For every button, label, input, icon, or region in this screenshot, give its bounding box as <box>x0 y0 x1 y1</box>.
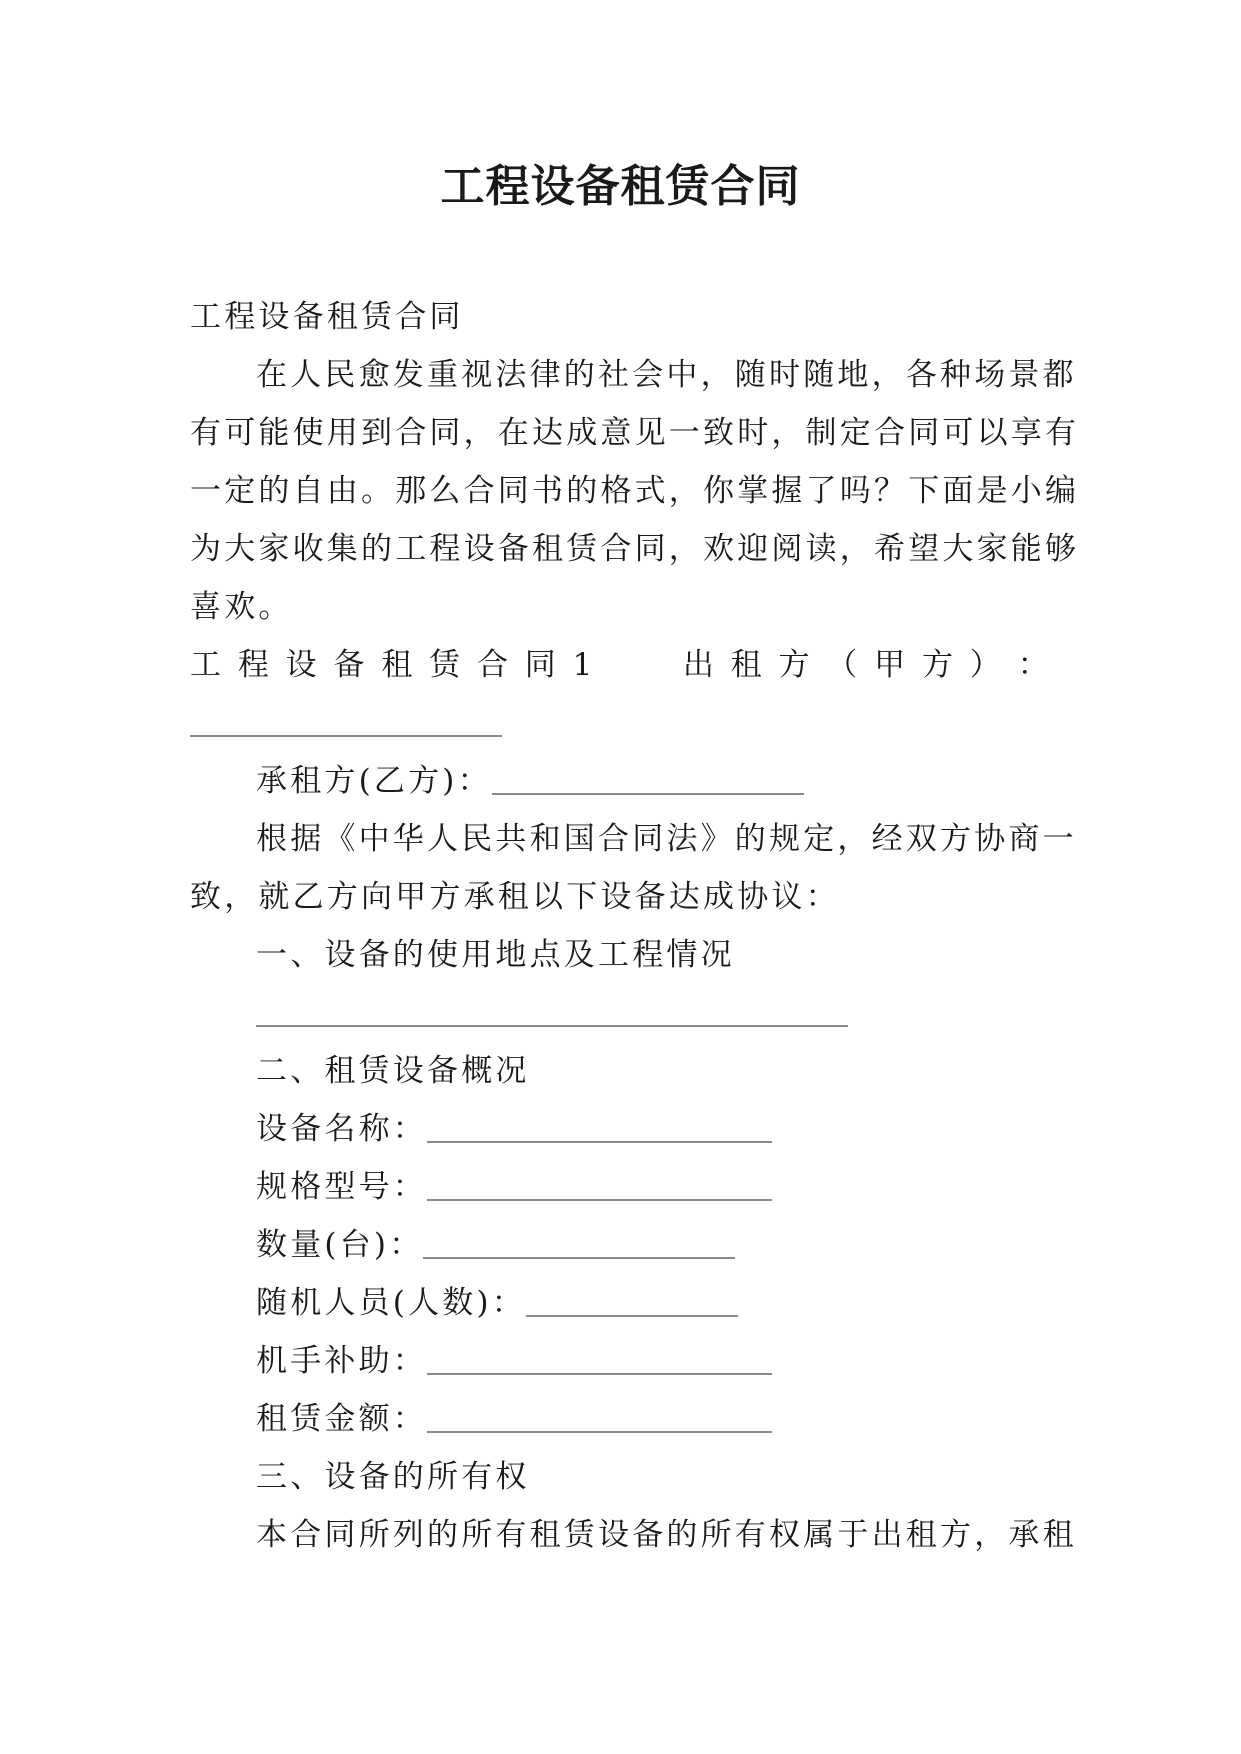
field-label-staff: 随机人员(人数)： <box>256 1285 526 1321</box>
heading-char: 合 <box>476 647 512 683</box>
lessor-blank <box>190 735 502 737</box>
lessor-char: 出 <box>682 647 718 683</box>
lessee-row <box>190 752 1052 810</box>
heading-char: 备 <box>333 647 368 683</box>
field-label-amount: 租赁金额： <box>256 1401 427 1437</box>
heading-char: 设 <box>285 647 320 683</box>
lessor-char: 甲 <box>874 647 909 683</box>
heading-char: 程 <box>237 647 273 683</box>
field-label-quantity: 数量(台)： <box>256 1227 424 1263</box>
contract-heading-row <box>190 636 1052 694</box>
section-2-heading: 二、租赁设备概况 <box>256 1053 530 1089</box>
lessor-char: （ <box>826 647 861 683</box>
intro-line: 有可能使用到合同，在达成意见一致时，制定合同可以享有 <box>190 415 1080 451</box>
field-blank <box>427 1141 772 1143</box>
field-row <box>190 1390 1052 1448</box>
section-1-blank-row <box>190 984 1052 1042</box>
field-blank <box>423 1257 735 1259</box>
lessor-char: ： <box>1017 647 1052 683</box>
field-label-name: 设备名称： <box>256 1111 427 1147</box>
document-title: 工程设备租赁合同 <box>440 161 801 212</box>
document-body <box>190 288 1080 1564</box>
heading-char: 赁 <box>429 647 464 683</box>
intro-line: 在人民愈发重视法律的社会中，随时随地，各种场景都 <box>256 357 1077 393</box>
heading-gap <box>609 636 669 694</box>
location-blank <box>256 1025 848 1027</box>
document-subtitle: 工程设备租赁合同 <box>190 299 464 335</box>
basis-line: 致，就乙方向甲方承租以下设备达成协议： <box>190 879 840 915</box>
field-blank <box>427 1373 772 1375</box>
section-3-heading: 三、设备的所有权 <box>256 1459 530 1495</box>
lessor-char: ） <box>969 647 1004 683</box>
lessee-label: 承租方(乙方)： <box>256 763 492 799</box>
basis-line: 根据《中华人民共和国合同法》的规定，经双方协商一 <box>256 821 1077 857</box>
field-row <box>190 1100 1052 1158</box>
lessee-blank <box>492 793 804 795</box>
heading-char: 同 <box>524 647 559 683</box>
field-label-model: 规格型号： <box>256 1169 427 1205</box>
heading-char: 租 <box>381 647 416 683</box>
field-row <box>190 1158 1052 1216</box>
intro-line: 为大家收集的工程设备租赁合同，欢迎阅读，希望大家能够 <box>190 531 1080 567</box>
field-blank <box>526 1315 738 1317</box>
field-row <box>190 1332 1052 1390</box>
lessor-char: 方 <box>778 647 813 683</box>
section-1-heading: 一、设备的使用地点及工程情况 <box>256 937 735 973</box>
lessor-blank-row <box>190 694 1052 752</box>
field-blank <box>427 1199 772 1201</box>
intro-line: 喜欢。 <box>190 589 293 625</box>
lessor-char: 方 <box>921 647 957 683</box>
field-blank <box>427 1431 772 1433</box>
field-row <box>190 1216 1052 1274</box>
heading-char: 工 <box>190 647 225 683</box>
lessor-char: 租 <box>730 647 765 683</box>
field-label-subsidy: 机手补助： <box>256 1343 427 1379</box>
ownership-line: 本合同所列的所有租赁设备的所有权属于出租方，承租 <box>256 1517 1077 1553</box>
field-row <box>190 1274 1052 1332</box>
heading-char: 1 <box>572 647 596 683</box>
intro-line: 一定的自由。那么合同书的格式，你掌握了吗？下面是小编 <box>190 473 1080 509</box>
